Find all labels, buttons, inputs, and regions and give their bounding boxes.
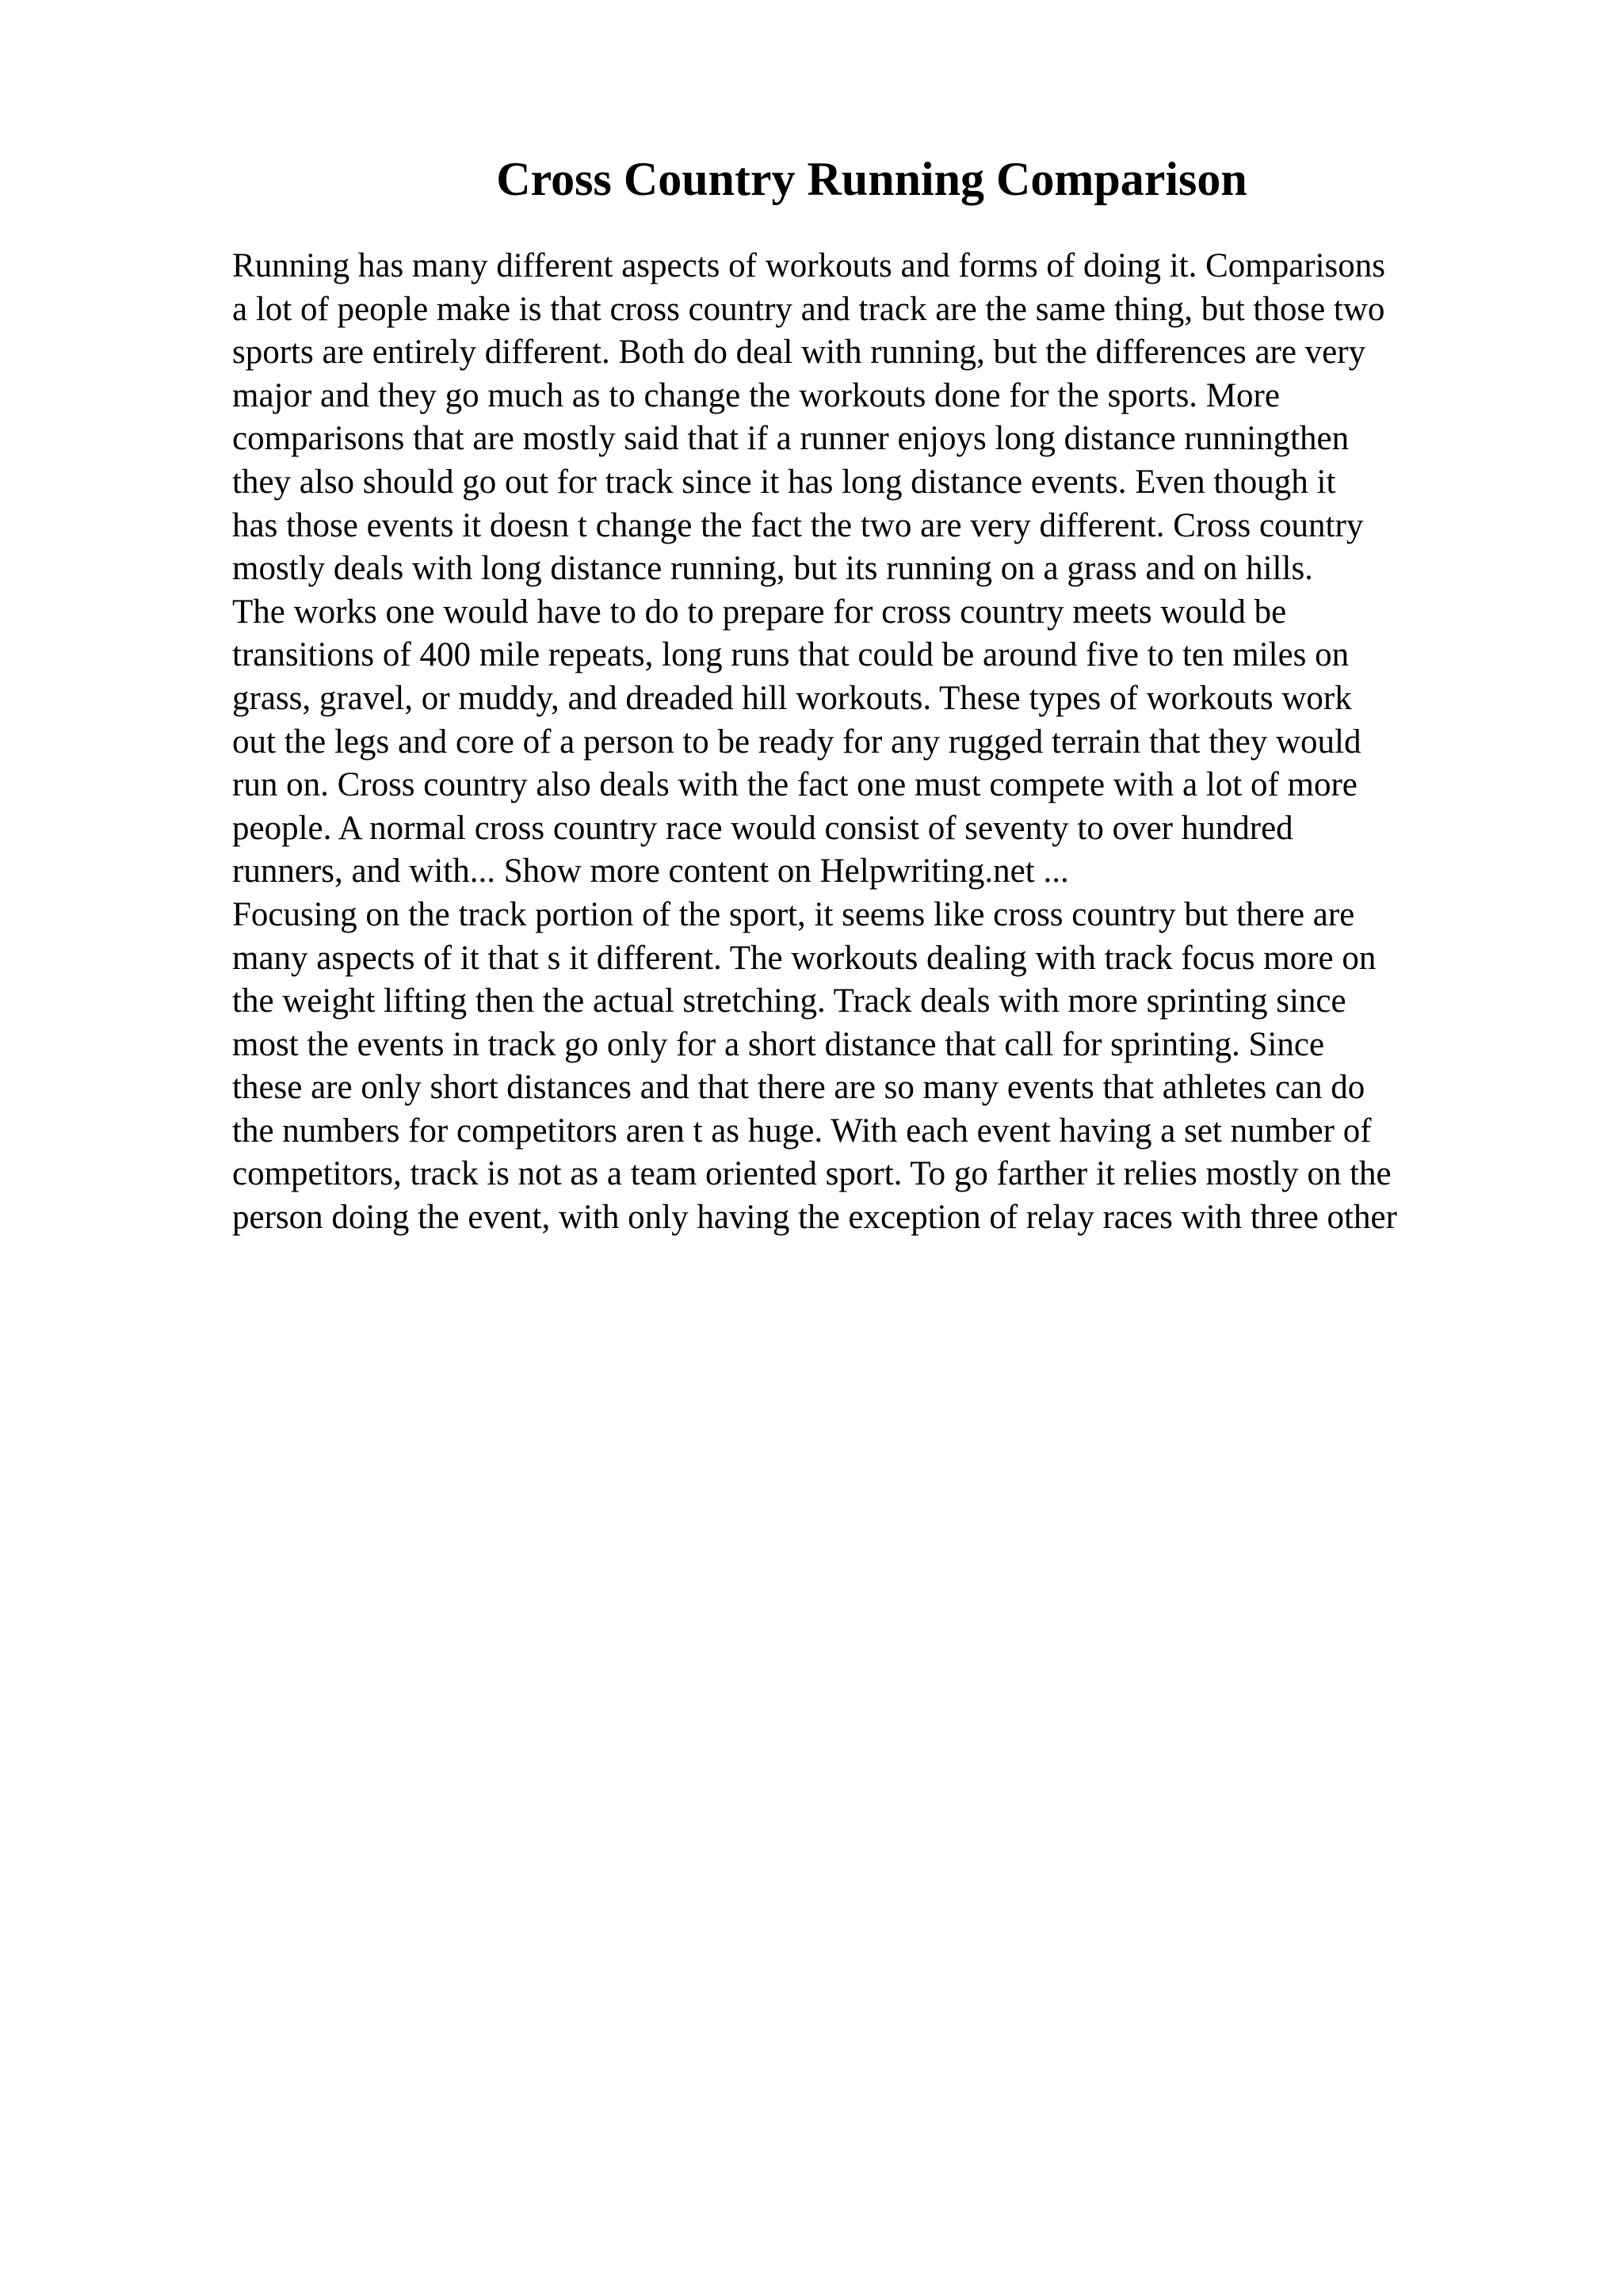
- body-line: Focusing on the track portion of the sport, it seems like cross country but there are: [232, 895, 1355, 933]
- body-line: out the legs and core of a person to be ready for any rugged terrain that they would: [232, 723, 1361, 761]
- body-line: has those events it doesn t change the fact the two are very different. Cross country: [232, 506, 1364, 544]
- body-line: mostly deals with long distance running, but its running on a grass and on hills.: [232, 550, 1313, 588]
- body-line: major and they go much as to change the workouts done for the sports. More: [232, 376, 1280, 414]
- body-line: a lot of people make is that cross country and track are the same thing, but those two: [232, 290, 1385, 328]
- body-line: the weight lifting then the actual stretching. Track deals with more sprinting since: [232, 982, 1346, 1020]
- body-line: people. A normal cross country race would consist of seventy to over hundred: [232, 809, 1293, 847]
- body-line: transitions of 400 mile repeats, long runs that could be around five to ten miles on: [232, 636, 1350, 674]
- body-line: comparisons that are mostly said that if a runner enjoys long distance runningthen: [232, 420, 1350, 458]
- body-line: grass, gravel, or muddy, and dreaded hill workouts. These types of workouts work: [232, 679, 1352, 717]
- body-line: the numbers for competitors aren t as huge. With each event having a set number of: [232, 1112, 1372, 1150]
- body-line: person doing the event, with only having the exception of relay races with three other: [232, 1199, 1397, 1237]
- body-line: sports are entirely different. Both do deal with running, but the differences are very: [232, 334, 1366, 372]
- body-line: run on. Cross country also deals with the fact one must compete with a lot of more: [232, 766, 1358, 804]
- body-line: they also should go out for track since it has long distance events. Even though it: [232, 463, 1336, 501]
- body-line: competitors, track is not as a team oriented sport. To go farther it relies mostly on the: [232, 1155, 1392, 1193]
- body-line: these are only short distances and that there are so many events that athletes can do: [232, 1069, 1365, 1107]
- body-line: many aspects of it that s it different. The workouts dealing with track focus more on: [232, 939, 1377, 977]
- body-line: most the events in track go only for a short distance that call for sprinting. Since: [232, 1025, 1325, 1063]
- body-line: runners, and with... Show more content on Helpwriting.net ...: [232, 852, 1069, 891]
- document-body: [232, 245, 1595, 1240]
- document-title: Cross Country Running Comparison: [496, 153, 1247, 205]
- body-line: The works one would have to do to prepare for cross country meets would be: [232, 593, 1287, 631]
- body-line: Running has many different aspects of workouts and forms of doing it. Comparisons: [232, 247, 1386, 284]
